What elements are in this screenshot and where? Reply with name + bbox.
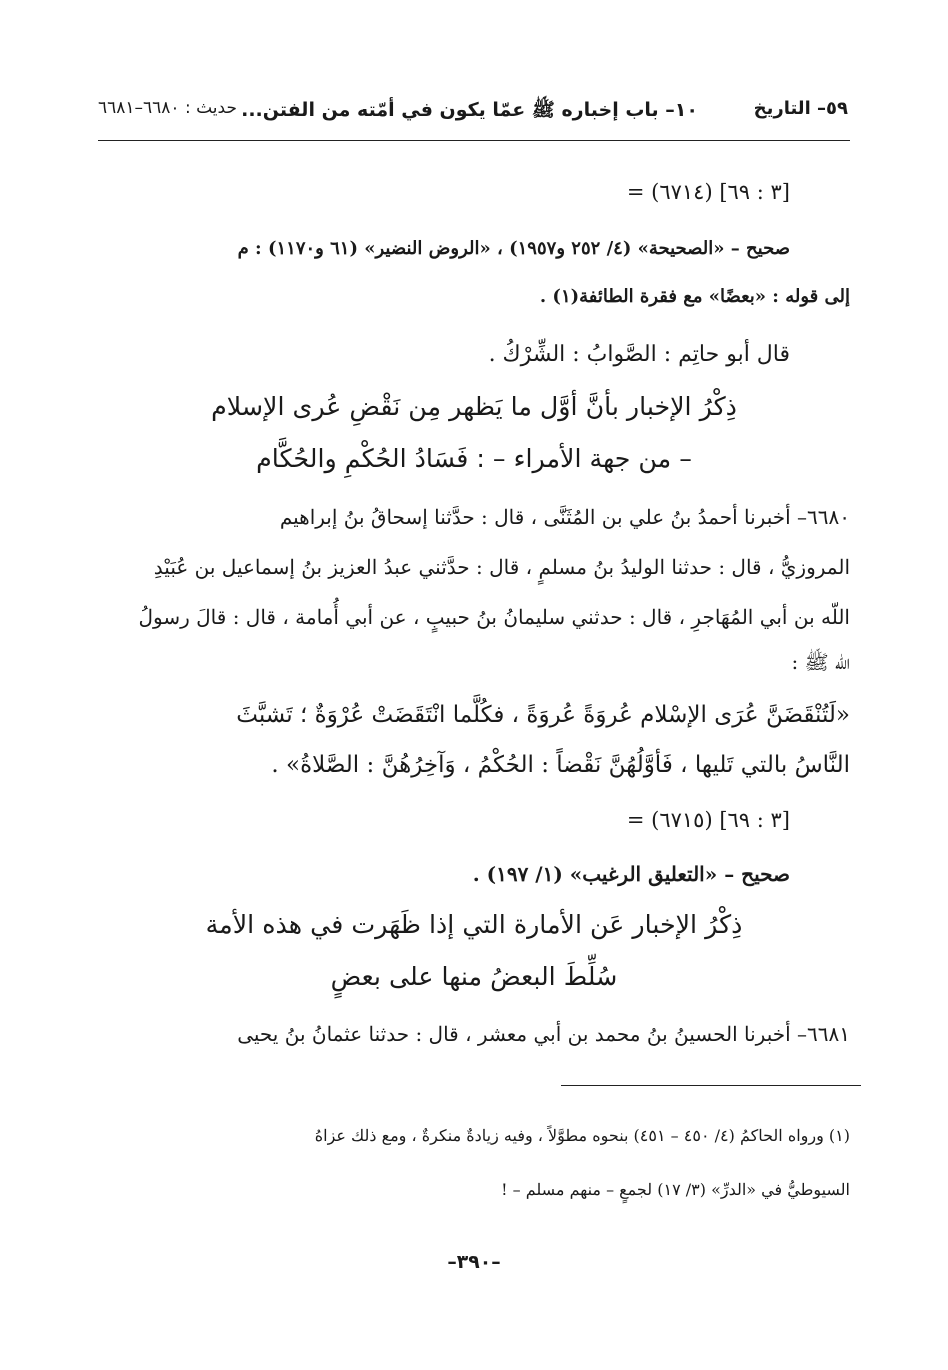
- page-number: –٣٩٠–: [447, 1252, 501, 1273]
- chapter-heading: سُلِّطَ البعضُ منها على بعضٍ: [330, 962, 618, 991]
- header-divider: [98, 140, 850, 141]
- chapter-heading: ذِكْرُ الإخبار عَن الأمارة التي إذا ظَهَرت في هذه الأمة: [205, 910, 743, 939]
- running-header: [98, 98, 848, 128]
- isnad-line: المروزيُّ ، قال : حدثنا الوليدُ بنُ مسلمٍ ، قال : حدَّثني عبدُ العزيز بنُ إسماعيل بن عُبَيْدِ: [153, 555, 850, 579]
- hadith-text-line: النَّاسُ بالتي تَليها ، فَأوَّلُهُنَّ نَقْضاً : الحُكْمُ ، وَآخِرُهُنَّ : الصَّلاةُ» .: [271, 752, 850, 778]
- isnad-line: اللّه ﷺ :: [791, 650, 850, 674]
- isnad-line: ٦٦٨١– أخبرنا الحسينُ بنُ محمد بن أبي معشر ، قال : حدثنا عثمانُ بنُ يحيى: [237, 1022, 850, 1046]
- cross-reference: = (٦٧١٤) [٣ : ٦٩]: [626, 180, 790, 204]
- cross-reference: = (٦٧١٥) [٣ : ٦٩]: [626, 808, 790, 832]
- hadith-text-line: «لَتُنْقَضَنَّ عُرَى الإسْلام عُروَةً عُروَةً ، فكُلَّما انْتَقَضَتْ عُرْوَةٌ ؛ تَشبَّثَ: [236, 702, 850, 728]
- grading-line: إلى قوله : «بعضًا» مع فقرة الطائفة(١) .: [539, 286, 850, 307]
- footnote-line: السيوطيُّ في «الدرِّ» (٣/ ١٧) لجمعٍ – منهم مسلم – !: [501, 1180, 850, 1199]
- header-chapter-title: ١٠– باب إخباره ﷺ عمّا يكون في أمّته من الفتن...: [241, 99, 698, 121]
- header-hadith-range: حديث : ٦٦٨٠–٦٦٨١: [98, 98, 237, 118]
- header-book-section: ٥٩– التاريخ: [753, 98, 848, 119]
- isnad-line: ٦٦٨٠– أخبرنا أحمدُ بنُ علي بن المُثَنَّى ، قال : حدَّثنا إسحاقُ بنُ إبراهيم: [279, 505, 850, 529]
- grading-line: صحيح – «التعليق الرغيب» (١/ ١٩٧) .: [472, 862, 790, 886]
- footnote-line: (١) ورواه الحاكمُ (٤/ ٤٥٠ – ٤٥١) بنحوه مطوَّلاً ، وفيه زيادةٌ منكرةٌ ، ومع ذلك عزاهُ: [314, 1126, 850, 1145]
- footnote-divider: [561, 1085, 861, 1086]
- grading-line: صحيح – «الصحيحة» (٤/ ٢٥٢ و١٩٥٧) ، «الروض النضير» (٦١ و١١٧٠) : م: [237, 238, 790, 259]
- chapter-heading: ذِكْرُ الإخبار بأنَّ أوَّل ما يَظهر مِن نَقْضِ عُرى الإسلام: [211, 392, 737, 421]
- commentary: قال أبو حاتِم : الصَّوابُ : الشِّرْكُ .: [488, 342, 790, 367]
- chapter-heading: – من جهة الأمراء – : فَسَادُ الحُكْمِ والحُكَّام: [256, 444, 692, 473]
- isnad-line: اللّه بن أبي المُهَاجرِ ، قال : حدثني سليمانُ بنُ حبيبٍ ، عن أبي أُمامة ، قال : قالَ رسولُ: [138, 605, 850, 629]
